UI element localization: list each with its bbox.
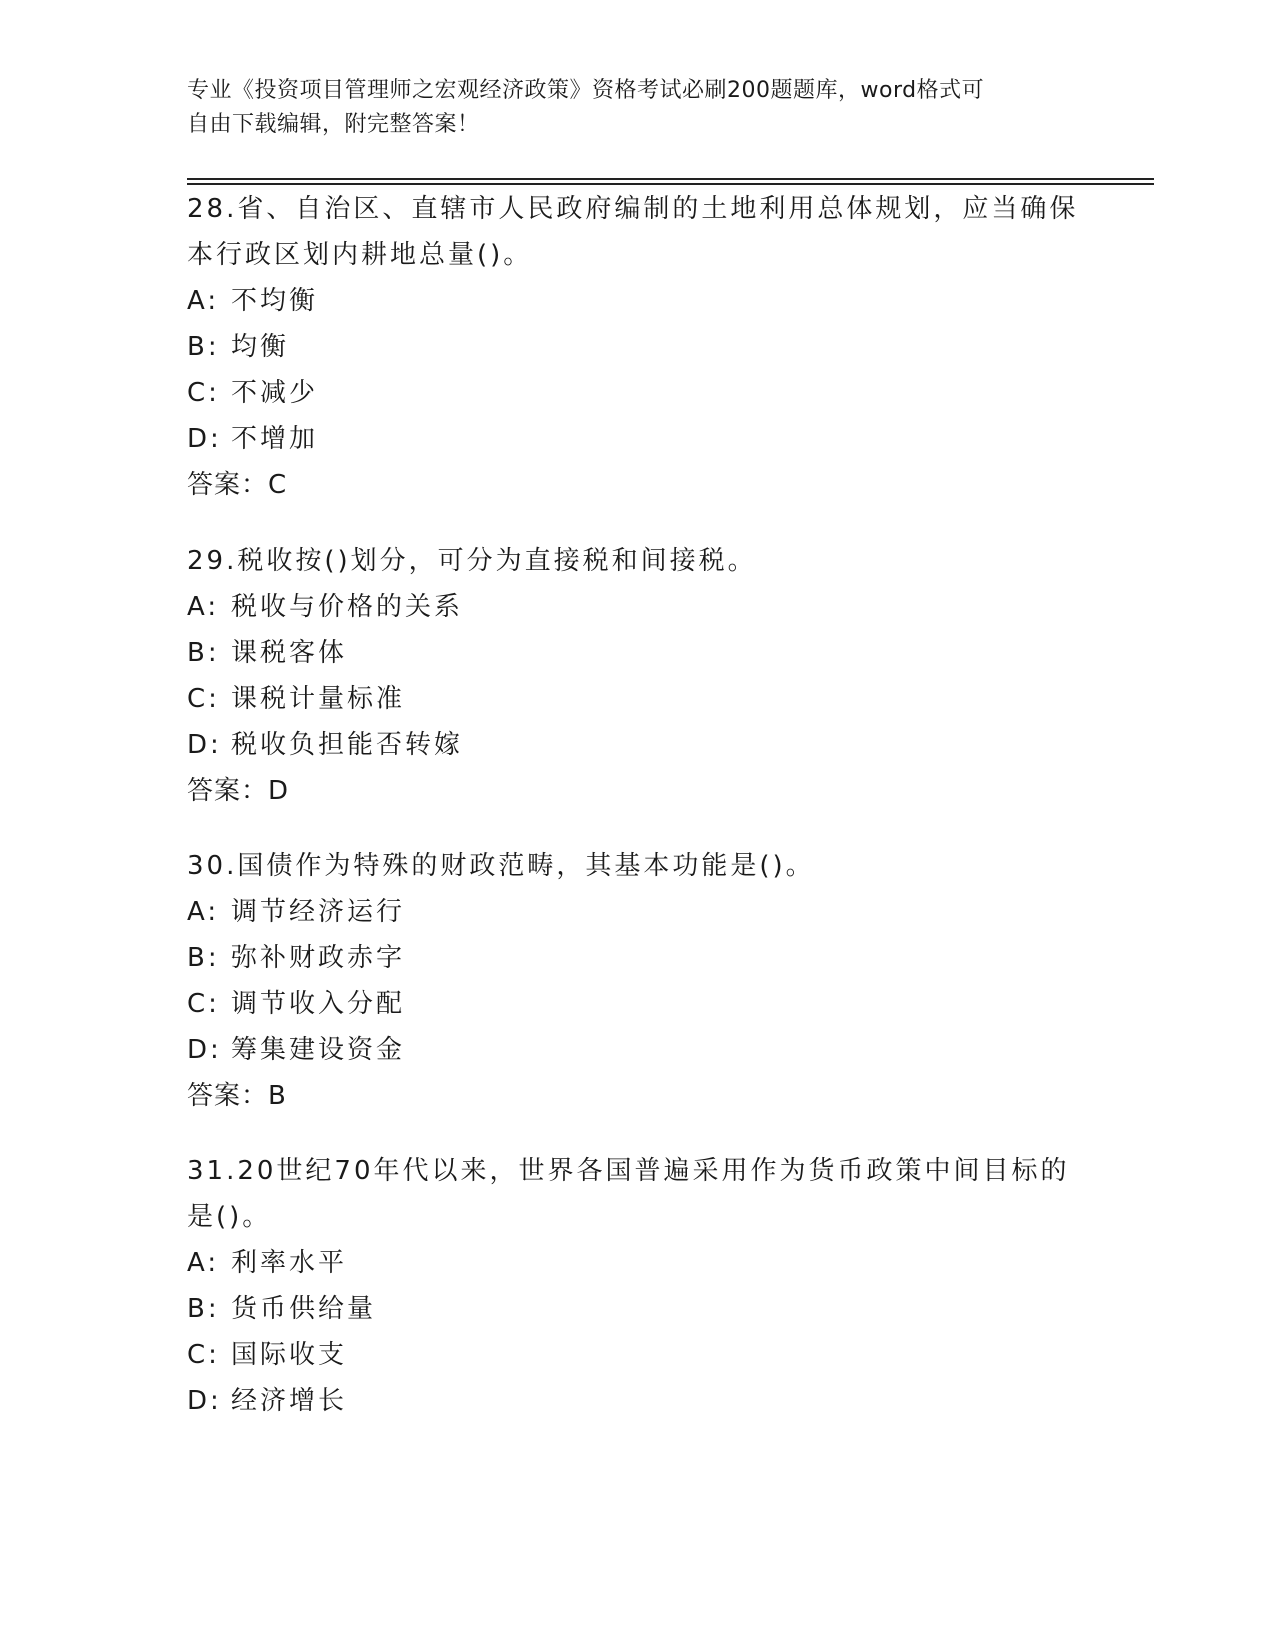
question-31 (187, 1148, 1087, 1424)
option-key: C: (187, 989, 220, 1019)
question-stem-continued: 本行政区划内耕地总量()。 (187, 240, 533, 270)
option-key: C: (187, 1340, 220, 1370)
option-text: 不均衡 (231, 286, 319, 316)
option-b (187, 1286, 1087, 1332)
option-b (187, 935, 1087, 981)
question-stem: 28.省、自治区、直辖市人民政府编制的土地利用总体规划，应当确保 (187, 194, 1079, 224)
option-text: 调节收入分配 (231, 989, 406, 1019)
option-key: D: (187, 730, 222, 760)
question-stem: 29.税收按()划分，可分为直接税和间接税。 (187, 546, 757, 576)
option-key: D: (187, 1035, 222, 1065)
option-text: 税收与价格的关系 (231, 592, 464, 622)
option-key: C: (187, 684, 220, 714)
question-stem: 30.国债作为特殊的财政范畴，其基本功能是()。 (187, 851, 815, 881)
option-key: D: (187, 1386, 222, 1416)
option-c (187, 1332, 1087, 1378)
option-key: B: (187, 332, 220, 362)
option-text: 不增加 (231, 424, 319, 454)
option-key: B: (187, 943, 220, 973)
option-c (187, 676, 1087, 722)
option-text: 弥补财政赤字 (231, 943, 406, 973)
option-a (187, 1240, 1087, 1286)
option-text: 国际收支 (231, 1340, 348, 1370)
question-28 (187, 186, 1087, 508)
option-a (187, 584, 1087, 630)
option-key: B: (187, 1294, 220, 1324)
answer-line: 答案：D (187, 776, 290, 806)
option-text: 利率水平 (231, 1248, 348, 1278)
option-c (187, 370, 1087, 416)
option-d (187, 722, 1087, 768)
option-text: 筹集建设资金 (231, 1035, 406, 1065)
option-text: 货币供给量 (231, 1294, 377, 1324)
option-d (187, 1027, 1087, 1073)
option-key: A: (187, 1248, 220, 1278)
option-key: D: (187, 424, 222, 454)
option-key: C: (187, 378, 220, 408)
option-key: A: (187, 592, 220, 622)
header-divider-top (187, 178, 1154, 180)
answer-line: 答案：B (187, 1081, 287, 1111)
question-30 (187, 843, 1087, 1119)
option-d (187, 1378, 1087, 1424)
answer-line: 答案：C (187, 470, 288, 500)
option-text: 不减少 (231, 378, 319, 408)
option-text: 调节经济运行 (231, 897, 406, 927)
option-text: 课税客体 (231, 638, 348, 668)
option-text: 税收负担能否转嫁 (231, 730, 464, 760)
option-b (187, 630, 1087, 676)
option-key: A: (187, 286, 220, 316)
option-a (187, 889, 1087, 935)
option-key: B: (187, 638, 220, 668)
option-d (187, 416, 1087, 462)
header-line-2: 自由下载编辑，附完整答案！ (187, 112, 480, 137)
option-text: 经济增长 (231, 1386, 348, 1416)
header-divider-bottom (187, 183, 1154, 185)
option-key: A: (187, 897, 220, 927)
document-header (187, 74, 1067, 142)
option-c (187, 981, 1087, 1027)
option-a (187, 278, 1087, 324)
question-29 (187, 538, 1087, 814)
header-line-1: 专业《投资项目管理师之宏观经济政策》资格考试必刷200题题库，word格式可 (187, 78, 985, 103)
option-b (187, 324, 1087, 370)
option-text: 课税计量标准 (231, 684, 406, 714)
question-stem: 31.20世纪70年代以来，世界各国普遍采用作为货币政策中间目标的 (187, 1156, 1070, 1186)
question-stem-continued: 是()。 (187, 1202, 272, 1232)
option-text: 均衡 (231, 332, 290, 362)
